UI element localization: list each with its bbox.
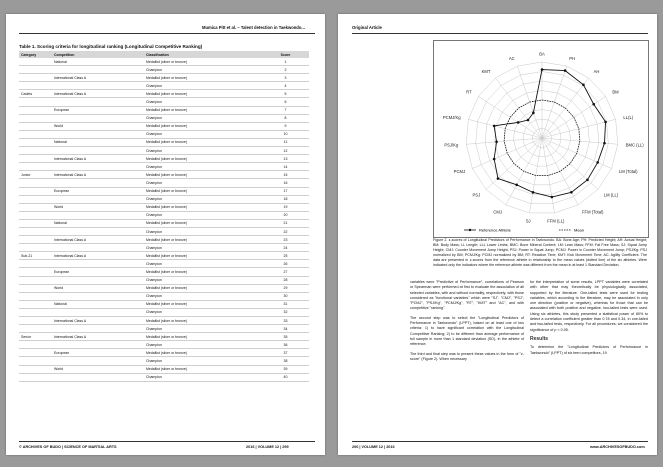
cell-competition — [52, 147, 144, 155]
cell-score: 19 — [262, 203, 309, 211]
table-header-row — [19, 51, 309, 58]
cell-competition — [52, 82, 144, 90]
cell-classification: Champion — [144, 114, 262, 122]
cell-category — [19, 373, 52, 381]
cell-category — [19, 357, 52, 365]
reference-athlete-point — [532, 112, 535, 115]
reference-athlete-point — [497, 177, 500, 180]
cell-category — [19, 300, 52, 308]
paragraph: The second step was to select the "Longitudinal Predictors of Performance in Taekwondo" (LPPT), based on at least one of two criteria: 1) to have significant correlation with the Longitudinal Competitive Ranking; 2) to be different than average performance of full sample in more than 1 standard deviation (SD), in the athlete of reference. — [410, 315, 524, 347]
results-heading: Results — [530, 335, 549, 342]
table-row — [19, 114, 309, 122]
cell-competition — [52, 195, 144, 203]
radar-chart — [434, 41, 648, 237]
table-row — [19, 106, 309, 114]
table-row — [19, 195, 309, 203]
cell-classification: Champion — [144, 244, 262, 252]
cell-classification: Champion — [144, 163, 262, 171]
table-row — [19, 90, 309, 98]
footer-page-number: 200 | VOLUME 12 | 2016 — [352, 445, 395, 449]
running-head-right: Original Article — [352, 25, 382, 30]
cell-score: 5 — [262, 90, 309, 98]
table-row — [19, 219, 309, 227]
table-row — [19, 82, 309, 90]
cell-classification: Medallist (silver or bronze) — [144, 333, 262, 341]
header-category: Category — [19, 51, 52, 58]
cell-score: 1 — [262, 58, 309, 66]
legend-mean-label: Mean — [574, 227, 585, 233]
reference-athlete-point — [596, 161, 599, 164]
paragraph: variables were "Predictive of Performance", correlations of Pearson or Spearman were performed at first to evaluate the association of all selected variables, with and without normality, respectively, with those considered as "functional variables" which were "SJ", "CMJ", "PSJ", "PCMJ", "PSJ/Kg", "PCMJ/Kg", "RT", "KMT" and "AC", and with competitive "ranking". — [410, 280, 524, 311]
cell-category — [19, 244, 52, 252]
cell-category — [19, 292, 52, 300]
cell-competition — [52, 130, 144, 138]
reference-athlete-point — [515, 183, 518, 186]
cell-competition: World — [52, 203, 144, 211]
table-row — [19, 98, 309, 106]
axis-label: PCMJ/Kg — [442, 114, 461, 120]
cell-category — [19, 58, 52, 66]
cell-competition: National — [52, 58, 144, 66]
cell-category — [19, 163, 52, 171]
cell-classification: Champion — [144, 98, 262, 106]
cell-score: 39 — [262, 365, 309, 373]
cell-classification: Champion — [144, 276, 262, 284]
cell-category — [19, 227, 52, 235]
table-row — [19, 300, 309, 308]
cell-score: 40 — [262, 373, 309, 381]
cell-category — [19, 106, 52, 114]
cell-competition: European — [52, 187, 144, 195]
table-row — [19, 244, 309, 252]
cell-score: 12 — [262, 147, 309, 155]
cell-category — [19, 138, 52, 146]
axis-label: PSJ/Kg — [444, 142, 459, 148]
table-row — [19, 227, 309, 235]
axis-label: PCMJ — [453, 169, 466, 175]
left-page — [6, 14, 325, 455]
scoring-criteria-table — [19, 51, 309, 382]
table-row — [19, 130, 309, 138]
cell-category: Junior — [19, 171, 52, 179]
figure-caption: Figure 2. z-scores of Longitudinal Predictors of Performance in Taekwondo. BA: Bone Age; PH: Predicted Height; AH: Actual Height; BM: Body Mass; LL Length; LLL Lower Limbs; BMC: Bone Mineral Content; LM: Lean Mass; FFM: Fat Free Mass; SJ: Squat Jump Height; CMJ: Counter Movement Jump Height; PSJ: Power in Squat Jump; PCMJ: Power in Counter Movement Jump; PSJ/Kg: PSJ normalized by BM; PCMJ/Kg: PCMJ normalized by BM; RT: Reaction Time; KMT: Kick Movement Time; AC: Agility Coefficient. The data are presented in z-scores from the reference athlete in relationship to the mean values (dotted line) of the six athletes. Were indicated only the indicators where the reference athlete was different from the mean in at least 1 Standard Deviation. — [433, 238, 647, 267]
cell-classification: Medallist (silver or bronze) — [144, 106, 262, 114]
cell-score: 34 — [262, 325, 309, 333]
table-row — [19, 260, 309, 268]
cell-classification: Champion — [144, 325, 262, 333]
cell-score: 38 — [262, 357, 309, 365]
cell-score: 7 — [262, 106, 309, 114]
cell-classification: Champion — [144, 308, 262, 316]
table-row — [19, 276, 309, 284]
cell-category — [19, 203, 52, 211]
table-row — [19, 373, 309, 381]
cell-competition — [52, 66, 144, 74]
reference-athlete-point — [527, 119, 530, 122]
table-row — [19, 122, 309, 130]
footer-rule — [19, 441, 315, 442]
paragraph: for the interpretation of some results, LPPT variables were correlated with other that may theoretically be physiologically associated, supported by the literature. One-tailed tests were used for testing variables, which according to the literature, may be associated in only one direction (positive or negative), whereas for those that can be associated with both positive and negative, two-tailed tests were used. Using six athletes, this study presented a statistical power of 80% to detect a correlation coefficient greater than 0.78 and 0.34, in one-tailed and two-tailed tests, respectively. For all procedures, we considered the significance of p < 0.05. — [530, 280, 648, 332]
reference-athlete-point — [493, 158, 496, 161]
cell-competition — [52, 211, 144, 219]
cell-category — [19, 236, 52, 244]
axis-label: LL(L) — [623, 114, 634, 120]
header-rule — [352, 33, 648, 34]
cell-competition: International Class A — [52, 74, 144, 82]
cell-classification: Champion — [144, 147, 262, 155]
cell-classification: Champion — [144, 195, 262, 203]
text-column-2 — [530, 280, 648, 360]
cell-competition: World — [52, 365, 144, 373]
reference-athlete-point — [586, 179, 589, 182]
legend-reference-label: Reference Athlete — [479, 227, 511, 233]
axis-label: AC — [508, 56, 515, 62]
cell-category — [19, 268, 52, 276]
table-row — [19, 138, 309, 146]
axis-label: KMT — [481, 69, 491, 75]
header-competition: Competition — [52, 51, 144, 58]
cell-classification: Champion — [144, 66, 262, 74]
header-score: Score — [262, 51, 309, 58]
cell-score: 35 — [262, 333, 309, 341]
table-caption: Table 1. Scoring criteria for longitudinal ranking (Longitudinal Competitive Ranking) — [19, 44, 203, 49]
cell-category — [19, 365, 52, 373]
cell-score: 9 — [262, 122, 309, 130]
cell-score: 33 — [262, 317, 309, 325]
cell-category: Cadets — [19, 90, 52, 98]
text-column-1 — [410, 280, 524, 366]
cell-category — [19, 114, 52, 122]
table-row — [19, 58, 309, 66]
cell-score: 14 — [262, 163, 309, 171]
figure-box — [433, 40, 649, 238]
table-row — [19, 349, 309, 357]
reference-athlete-point — [582, 83, 585, 86]
cell-category — [19, 74, 52, 82]
cell-classification: Medallist (silver or bronze) — [144, 268, 262, 276]
legend-reference-marker — [469, 229, 471, 231]
table-row — [19, 365, 309, 373]
cell-score: 6 — [262, 98, 309, 106]
cell-category — [19, 195, 52, 203]
cell-score: 18 — [262, 195, 309, 203]
cell-category — [19, 284, 52, 292]
table-row — [19, 147, 309, 155]
axis-label: FFM (Total) — [581, 209, 604, 215]
table-row — [19, 203, 309, 211]
cell-score: 24 — [262, 244, 309, 252]
cell-category — [19, 155, 52, 163]
reference-athlete-point — [517, 121, 520, 124]
table-row — [19, 66, 309, 74]
cell-competition — [52, 357, 144, 365]
axis-label: AH — [593, 69, 600, 75]
cell-competition — [52, 163, 144, 171]
cell-classification: Medallist (silver or bronze) — [144, 90, 262, 98]
cell-classification: Champion — [144, 341, 262, 349]
reference-athlete-point — [551, 196, 554, 199]
cell-classification: Medallist (silver or bronze) — [144, 365, 262, 373]
cell-score: 10 — [262, 130, 309, 138]
cell-category — [19, 308, 52, 316]
cell-classification: Medallist (silver or bronze) — [144, 236, 262, 244]
table-row — [19, 171, 309, 179]
header-rule — [19, 33, 315, 34]
cell-competition: International Class A — [52, 333, 144, 341]
cell-score: 3 — [262, 74, 309, 82]
footer-left: © ARCHIVES OF BUDO | SCIENCE OF MARTIAL ARTS — [19, 445, 117, 449]
reference-athlete-point — [570, 191, 573, 194]
cell-category — [19, 260, 52, 268]
cell-classification: Champion — [144, 130, 262, 138]
cell-classification: Medallist (silver or bronze) — [144, 155, 262, 163]
table-row — [19, 163, 309, 171]
table-row — [19, 357, 309, 365]
cell-classification: Medallist (silver or bronze) — [144, 171, 262, 179]
cell-classification: Champion — [144, 179, 262, 187]
cell-classification: Champion — [144, 211, 262, 219]
cell-competition: European — [52, 106, 144, 114]
cell-score: 23 — [262, 236, 309, 244]
axis-label: RT — [466, 89, 472, 95]
cell-classification: Medallist (silver or bronze) — [144, 300, 262, 308]
cell-score: 26 — [262, 260, 309, 268]
cell-category: Sub-21 — [19, 252, 52, 260]
table-row — [19, 284, 309, 292]
cell-competition — [52, 244, 144, 252]
cell-competition — [52, 373, 144, 381]
axis-label: FFM (LL) — [547, 218, 565, 224]
axis-label: PSJ — [472, 192, 481, 198]
cell-score: 30 — [262, 292, 309, 300]
table-row — [19, 236, 309, 244]
footer-rule — [352, 441, 648, 442]
cell-score: 37 — [262, 349, 309, 357]
reference-athlete-point — [592, 103, 595, 106]
cell-score: 20 — [262, 211, 309, 219]
table-row — [19, 252, 309, 260]
cell-competition: European — [52, 349, 144, 357]
cell-score: 17 — [262, 187, 309, 195]
cell-competition: National — [52, 138, 144, 146]
cell-competition: National — [52, 219, 144, 227]
table-row — [19, 268, 309, 276]
cell-classification: Champion — [144, 292, 262, 300]
cell-category — [19, 130, 52, 138]
cell-classification: Champion — [144, 373, 262, 381]
right-page — [338, 14, 657, 455]
cell-category — [19, 82, 52, 90]
cell-category — [19, 211, 52, 219]
cell-competition — [52, 325, 144, 333]
cell-competition: National — [52, 300, 144, 308]
axis-label: SJ — [525, 218, 531, 224]
cell-score: 22 — [262, 227, 309, 235]
axis-label: BM — [612, 89, 619, 95]
cell-category — [19, 349, 52, 357]
table-row — [19, 179, 309, 187]
running-head-left: Mumica Pitt et al. – Talent detection in Taekwondo... — [202, 25, 305, 30]
axis-label: LM (Total) — [618, 169, 638, 175]
cell-category — [19, 98, 52, 106]
cell-competition — [52, 260, 144, 268]
paragraph: The third and final step was to present these values in the form of "z-score" (Figure 2). When necessary — [410, 351, 524, 361]
cell-score: 15 — [262, 171, 309, 179]
cell-classification: Champion — [144, 227, 262, 235]
cell-competition — [52, 114, 144, 122]
cell-category: Senior — [19, 333, 52, 341]
axis-label: LM (LL) — [603, 192, 619, 198]
cell-competition: International Class A — [52, 171, 144, 179]
cell-score: 32 — [262, 308, 309, 316]
cell-score: 25 — [262, 252, 309, 260]
cell-score: 2 — [262, 66, 309, 74]
cell-competition: International Class A — [52, 90, 144, 98]
cell-classification: Medallist (silver or bronze) — [144, 349, 262, 357]
cell-classification: Champion — [144, 260, 262, 268]
cell-competition: European — [52, 268, 144, 276]
cell-competition — [52, 98, 144, 106]
cell-score: 27 — [262, 268, 309, 276]
table-row — [19, 211, 309, 219]
cell-score: 16 — [262, 179, 309, 187]
cell-category — [19, 66, 52, 74]
paragraph: To determine the "Longitudinal Predictors of Performance in Taekwondo" (LPPT) of six teen competitors, 19 — [530, 345, 648, 355]
table-row — [19, 308, 309, 316]
reference-athlete-point — [541, 68, 544, 71]
cell-competition — [52, 179, 144, 187]
reference-athlete-point — [603, 142, 606, 145]
cell-category — [19, 219, 52, 227]
axis-label: CMJ — [493, 209, 503, 215]
cell-score: 13 — [262, 155, 309, 163]
table-row — [19, 341, 309, 349]
cell-competition — [52, 292, 144, 300]
cell-category — [19, 187, 52, 195]
cell-category — [19, 147, 52, 155]
cell-score: 31 — [262, 300, 309, 308]
cell-score: 8 — [262, 114, 309, 122]
reference-athlete-point — [495, 140, 498, 143]
cell-competition: World — [52, 122, 144, 130]
cell-category — [19, 276, 52, 284]
table-row — [19, 74, 309, 82]
cell-score: 11 — [262, 138, 309, 146]
cell-category — [19, 341, 52, 349]
cell-competition: International Class A — [52, 317, 144, 325]
cell-classification: Medallist (silver or bronze) — [144, 317, 262, 325]
table-row — [19, 292, 309, 300]
reference-athlete-point — [493, 125, 496, 128]
cell-classification: Champion — [144, 357, 262, 365]
table-row — [19, 187, 309, 195]
header-classification: Classification — [144, 51, 262, 58]
cell-score: 29 — [262, 284, 309, 292]
cell-competition: International Class A — [52, 252, 144, 260]
cell-category — [19, 179, 52, 187]
cell-classification: Champion — [144, 82, 262, 90]
cell-competition: International Class A — [52, 155, 144, 163]
cell-classification: Medallist (silver or bronze) — [144, 74, 262, 82]
table-row — [19, 333, 309, 341]
table-row — [19, 317, 309, 325]
cell-category — [19, 122, 52, 130]
cell-classification: Medallist (silver or bronze) — [144, 58, 262, 66]
reference-athlete-point — [532, 191, 535, 194]
cell-competition: International Class A — [52, 236, 144, 244]
cell-competition — [52, 227, 144, 235]
cell-score: 21 — [262, 219, 309, 227]
reference-athlete-point — [604, 121, 607, 124]
cell-classification: Medallist (silver or bronze) — [144, 284, 262, 292]
cell-competition — [52, 276, 144, 284]
cell-classification: Medallist (silver or bronze) — [144, 138, 262, 146]
cell-classification: Medallist (silver or bronze) — [144, 252, 262, 260]
cell-score: 36 — [262, 341, 309, 349]
footer-page-number: 2016 | VOLUME 12 | 299 — [246, 445, 289, 449]
cell-classification: Medallist (silver or bronze) — [144, 219, 262, 227]
cell-classification: Medallist (silver or bronze) — [144, 122, 262, 130]
cell-category — [19, 325, 52, 333]
table-row — [19, 325, 309, 333]
cell-competition: World — [52, 284, 144, 292]
cell-score: 4 — [262, 82, 309, 90]
axis-label: BMC (LL) — [625, 142, 644, 148]
cell-competition — [52, 308, 144, 316]
reference-athlete-point — [564, 69, 567, 72]
axis-label: BA — [539, 51, 545, 57]
cell-competition — [52, 341, 144, 349]
cell-classification: Medallist (silver or bronze) — [144, 203, 262, 211]
cell-classification: Medallist (silver or bronze) — [144, 187, 262, 195]
cell-score: 28 — [262, 276, 309, 284]
axis-label: PH — [569, 56, 576, 62]
footer-website: www.ARCHIVESOFBUDO.com — [590, 445, 645, 449]
cell-category — [19, 317, 52, 325]
table-row — [19, 155, 309, 163]
